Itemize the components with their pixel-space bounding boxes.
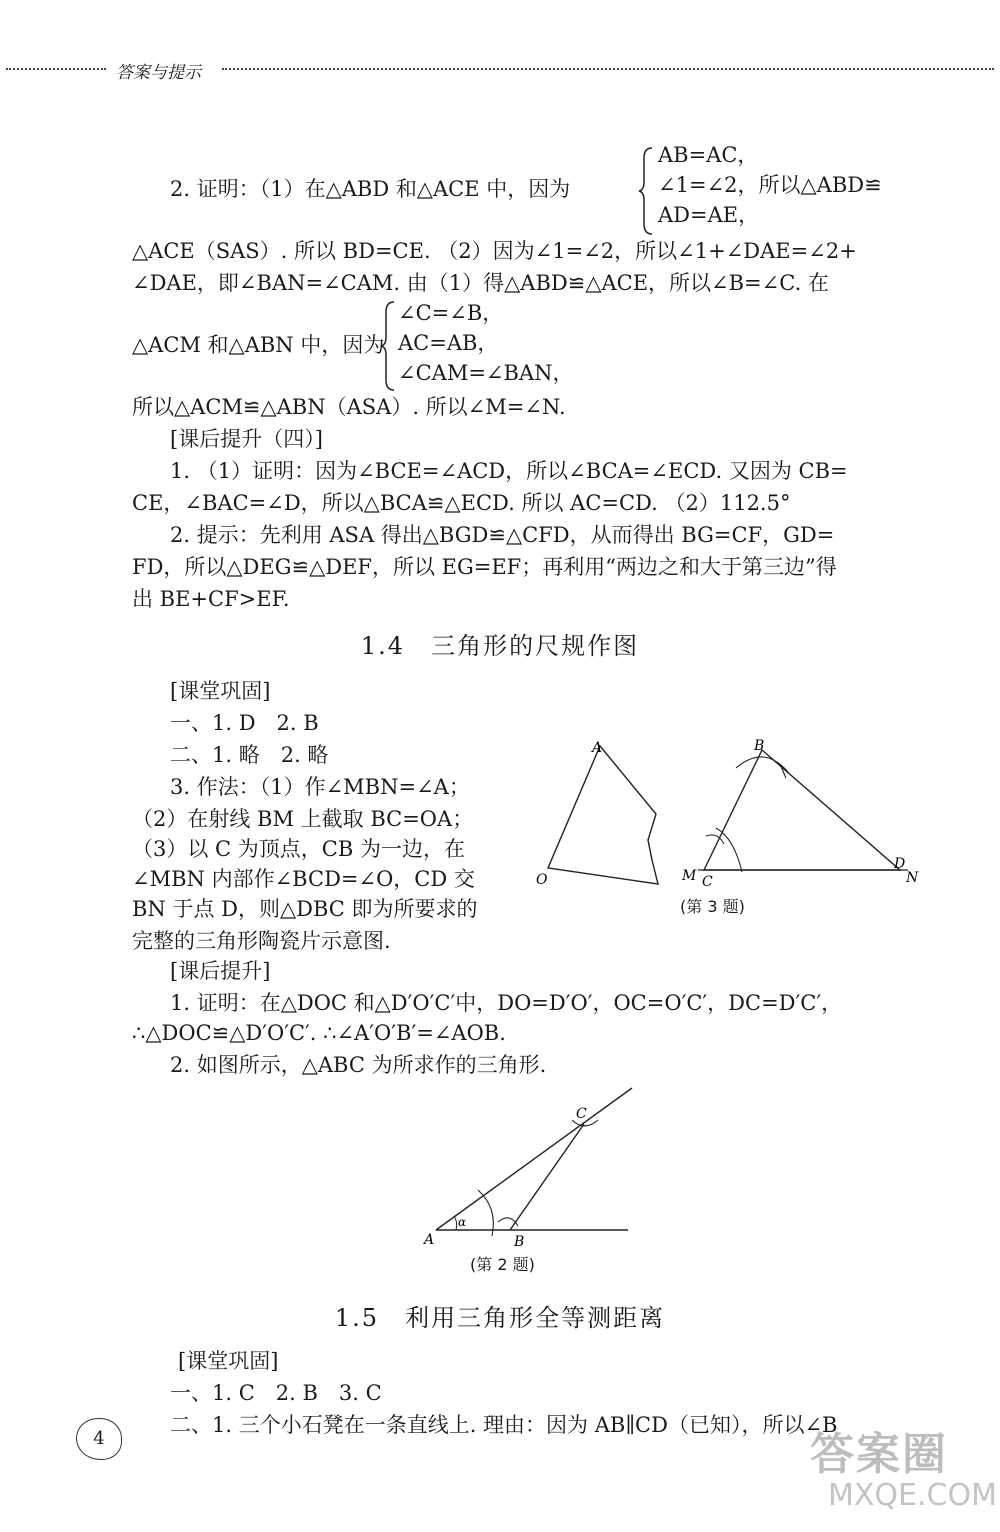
watermark-logo: 答案圈 <box>810 1429 948 1480</box>
label-A: A <box>592 740 603 756</box>
header-title: 答案与提示 <box>116 63 201 83</box>
answer-line: 二、1. 三个小石凳在一条直线上. 理由：因为 AB∥CD（已知），所以∠B <box>170 1413 838 1437</box>
section-title: [课堂巩固] <box>170 679 271 703</box>
answer-line: ∠MBN 内部作∠BCD=∠O，CD 交 <box>132 867 475 891</box>
constructed-triangle <box>704 750 900 870</box>
label-A: A <box>424 1232 435 1248</box>
brace-2-head: △ACM 和△ABN 中，因为 <box>132 333 385 357</box>
label-B: B <box>754 738 765 754</box>
answer-line: 二、1. 略 2. 略 <box>170 743 329 767</box>
arc <box>478 1190 493 1236</box>
answer-line: 1. （1）证明：因为∠BCE=∠ACD，所以∠BCA=∠ECD. 又因为 CB= <box>170 459 848 483</box>
brace-1 <box>638 146 654 236</box>
answer-line: 一、1. C 2. B 3. C <box>170 1381 382 1405</box>
label-D: D <box>894 856 906 872</box>
label-M: M <box>682 868 697 884</box>
brace-1-line: ∠1=∠2，所以△ABD≌ <box>658 173 882 197</box>
section-heading-1-4: 1.4 三角形的尺规作图 <box>360 632 640 660</box>
brace-2 <box>380 300 396 392</box>
section-title: [课后提升] <box>170 959 271 983</box>
answer-line: （2）在射线 BM 上截取 BC=OA； <box>132 807 474 831</box>
answer-line: FD，所以△DEG≌△DEF，所以 EG=EF；再利用“两边之和大于第三边”得 <box>132 555 837 579</box>
brace-2-lines <box>398 298 574 388</box>
proof2-head: 2. 证明：（1）在△ABD 和△ACE 中，因为 <box>170 177 571 201</box>
angle-mark <box>454 1216 457 1230</box>
label-O: O <box>536 872 548 888</box>
label-B: B <box>514 1234 525 1250</box>
section-heading-1-5: 1.5 利用三角形全等测距离 <box>334 1304 666 1332</box>
answer-line: 一、1. D 2. B <box>170 711 319 735</box>
label-alpha: α <box>458 1215 467 1229</box>
arc <box>706 835 724 844</box>
section-title: [课堂巩固] <box>178 1349 279 1373</box>
brace-1-line: AD=AE， <box>658 203 760 227</box>
proof2-line: ∠DAE，即∠BAN=∠CAM. 由（1）得△ABD≌△ACE，所以∠B=∠C. 在 <box>132 271 829 295</box>
page-number: 4 <box>76 1418 122 1460</box>
proof2-conclusion: 所以△ACM≌△ABN（ASA）. 所以∠M=∠N. <box>132 395 566 419</box>
label-C: C <box>576 1106 587 1122</box>
answer-line: 2. 提示：先利用 ASA 得出△BGD≌△CFD，从而得出 BG=CF，GD= <box>170 523 835 547</box>
watermark-url: MXQE.COM <box>828 1478 997 1513</box>
label-C: C <box>702 874 713 890</box>
brace-2-line: ∠CAM=∠BAN， <box>398 361 574 385</box>
segment-bc <box>510 1124 584 1230</box>
proof2-line: △ACE（SAS）. 所以 BD=CE. （2）因为∠1=∠2，所以∠1+∠DAE=∠2+ <box>132 239 857 263</box>
brace-2-line: AC=AB， <box>398 331 499 355</box>
section-title: [课后提升（四）] <box>170 427 323 451</box>
answer-line: 3. 作法：（1）作∠MBN=∠A； <box>170 775 470 799</box>
header-dots-left <box>6 68 106 70</box>
figure-3-caption: (第 3 题) <box>680 897 745 916</box>
brace-1-line: AB=AC， <box>658 143 759 167</box>
brace-1-lines <box>658 140 882 230</box>
answer-line: （3）以 C 为顶点，CB 为一边，在 <box>132 837 465 861</box>
figure-2-caption: (第 2 题) <box>470 1255 535 1274</box>
answer-line: ∴△DOC≌△D′O′C′. ∴∠A′O′B′=∠AOB. <box>132 1021 506 1045</box>
brace-2-line: ∠C=∠B， <box>398 301 504 325</box>
arc <box>498 1218 518 1226</box>
arc <box>716 828 742 872</box>
answer-line: 出 BE+CF>EF. <box>132 587 290 611</box>
ceramic-shard <box>548 746 658 884</box>
answer-line: 1. 证明：在△DOC 和△D′O′C′中，DO=D′O′，OC=O′C′，DC=D′C′， <box>170 991 843 1015</box>
label-N: N <box>906 870 919 886</box>
answer-line: 完整的三角形陶瓷片示意图. <box>132 929 391 953</box>
figure-3 <box>528 732 928 902</box>
figure-2 <box>420 1082 650 1252</box>
answer-line: BN 于点 D，则△DBC 即为所要求的 <box>132 897 478 921</box>
header-dots-right <box>222 68 994 70</box>
ray-ac <box>436 1088 632 1230</box>
answer-line: 2. 如图所示，△ABC 为所求作的三角形. <box>170 1053 547 1077</box>
answer-line: CE，∠BAC=∠D，所以△BCA≌△ECD. 所以 AC=CD. （2）112.5° <box>132 491 791 515</box>
